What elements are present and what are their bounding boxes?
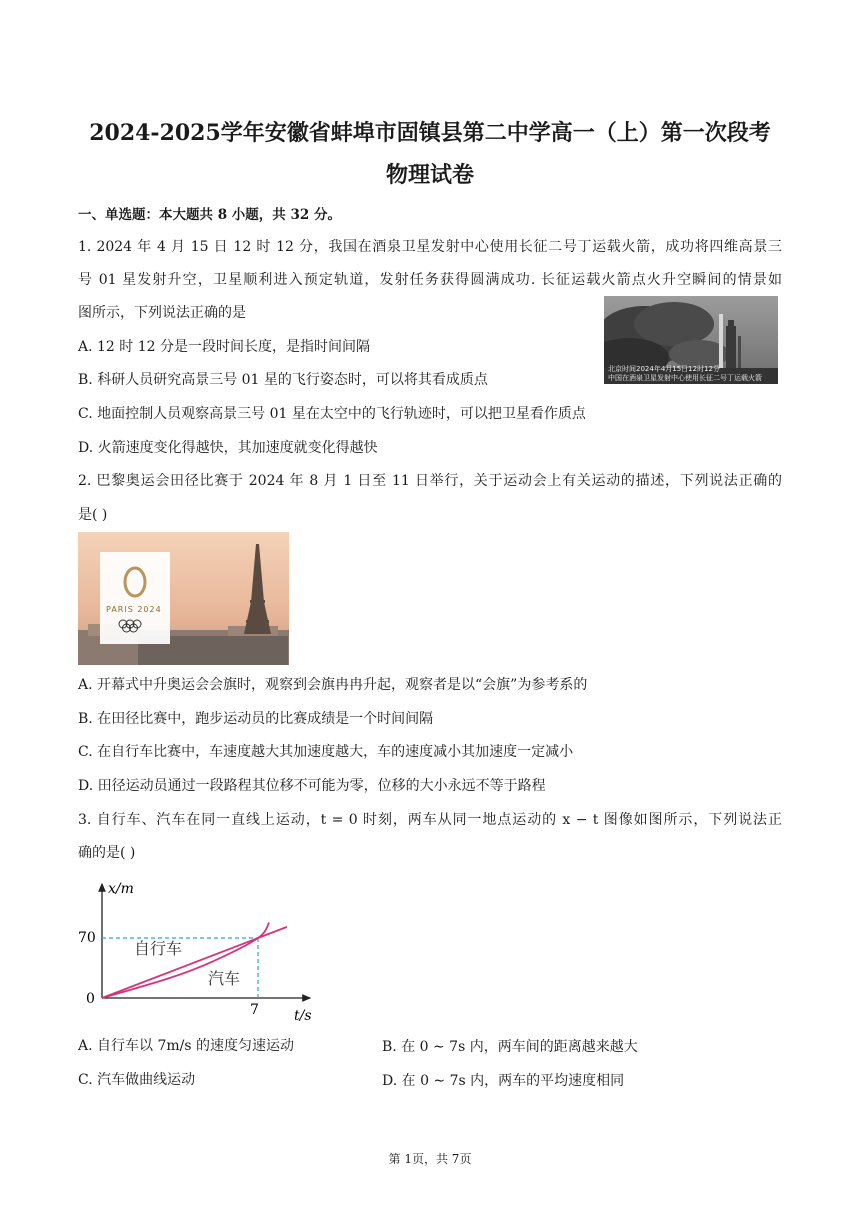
q3-option-b: B. 在 0 ∼ 7s 内，两车间的距离越来越大 xyxy=(382,1039,638,1055)
tick-label-origin: 0 xyxy=(86,991,95,1007)
q3-option-c: C. 汽车做曲线运动 xyxy=(78,1072,196,1088)
rocket-launch-photo xyxy=(604,296,778,384)
xt-graph xyxy=(78,876,318,1022)
q2-option-b: B. 在田径比赛中，跑步运动员的比赛成绩是一个时间间隔 xyxy=(78,711,434,727)
section-heading: 一、单选题：本大题共 8 小题，共 32 分。 xyxy=(78,207,341,223)
q2-option-d: D. 田径运动员通过一段路程其位移不可能为零，位移的大小永远不等于路程 xyxy=(78,778,546,794)
q3-stem-line2: 确的是( ) xyxy=(78,845,136,861)
q3-option-d: D. 在 0 ∼ 7s 内，两车的平均速度相同 xyxy=(382,1073,625,1089)
rocket-caption-1: 北京时间2024年4月15日12时12分 xyxy=(608,365,720,373)
q3-stem-line1: 3. 自行车、汽车在同一直线上运动，t = 0 时刻，两车从同一地点运动的 x − t 图像如图所示，下列说法正 xyxy=(78,812,782,828)
q1-option-c: C. 地面控制人员观察高景三号 01 星在太空中的飞行轨迹时，可以把卫星看作质点 xyxy=(78,406,586,422)
q2-stem-line1: 2. 巴黎奥运会田径比赛于 2024 年 8 月 1 日至 11 日举行，关于运动会上有关运动的描述，下列说法正确的 xyxy=(78,473,782,489)
q2-stem-line2: 是( ) xyxy=(78,507,108,523)
q1-option-b: B. 科研人员研究高景三号 01 星的飞行姿态时，可以将其看成质点 xyxy=(78,372,488,388)
series-label-bicycle: 自行车 xyxy=(134,939,183,958)
q1-stem-line3: 图所示，下列说法正确的是 xyxy=(78,305,246,321)
q1-stem-line1: 1. 2024 年 4 月 15 日 12 时 12 分，我国在酒泉卫星发射中心使用长征二号丁运载火箭，成功将四维高景三 xyxy=(78,239,782,255)
x-axis-label: t/s xyxy=(294,1008,312,1022)
q3-option-a: A. 自行车以 7m/s 的速度匀速运动 xyxy=(78,1038,294,1054)
q1-option-a: A. 12 时 12 分是一段时间长度，是指时间间隔 xyxy=(78,339,370,355)
q1-option-d: D. 火箭速度变化得越快，其加速度就变化得越快 xyxy=(78,440,378,456)
tick-label-x-7: 7 xyxy=(250,1002,259,1018)
rocket-caption-2: 中国在酒泉卫星发射中心使用长征二号丁运载火箭 xyxy=(608,374,762,382)
q1-stem-line2: 号 01 星发射升空，卫星顺利进入预定轨道，发射任务获得圆满成功. 长征运载火箭点火升空瞬间的情景如 xyxy=(78,272,782,288)
q2-option-a: A. 开幕式中升奥运会会旗时，观察到会旗冉冉升起，观察者是以“会旗”为参考系的 xyxy=(78,677,588,693)
paris-2024-photo xyxy=(78,532,289,665)
page-footer: 第 1页，共 7页 xyxy=(388,1152,472,1166)
series-line-car xyxy=(102,923,269,998)
exam-title-line1: 2024-2025学年安徽省蚌埠市固镇县第二中学高一（上）第一次段考 xyxy=(89,120,771,146)
q2-option-c: C. 在自行车比赛中，车速度越大其加速度越大，车的速度减小其加速度一定减小 xyxy=(78,744,574,760)
paris-logo-text: PARIS 2024 xyxy=(106,605,162,614)
y-axis-label: x/m xyxy=(108,881,134,897)
series-label-car: 汽车 xyxy=(208,969,241,988)
exam-title-line2: 物理试卷 xyxy=(385,162,474,188)
tick-label-y-70: 70 xyxy=(78,930,96,946)
